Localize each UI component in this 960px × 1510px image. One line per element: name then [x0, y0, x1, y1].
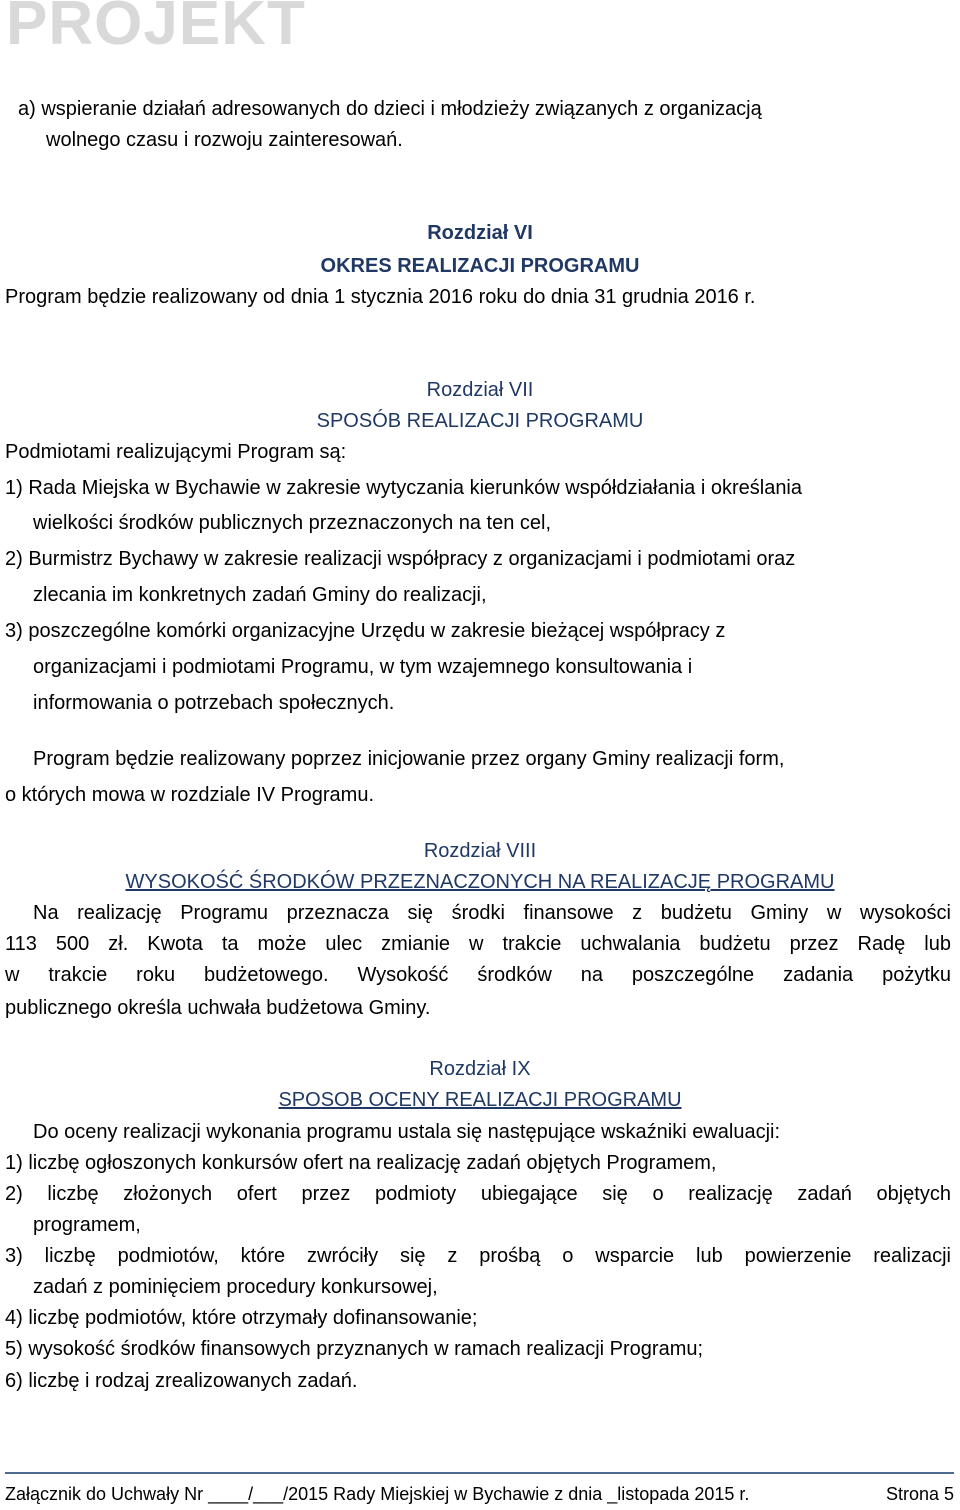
chapter-8-line: 113 500 zł. Kwota ta może ulec zmianie w trakcie uchwalania budżetu przez Radę lub — [5, 933, 951, 955]
chapter-6-text: Program będzie realizowany od dnia 1 stycznia 2016 roku do dnia 31 grudnia 2016 r. — [5, 286, 756, 308]
chapter-9-lead: Do oceny realizacji wykonania programu ustala się następujące wskaźniki ewaluacji: — [33, 1121, 781, 1143]
chapter-9-item: 5) wysokość środków finansowych przyznanych w ramach realizacji Programu; — [5, 1338, 704, 1360]
chapter-9-item: zadań z pominięciem procedury konkursowej, — [33, 1276, 438, 1298]
chapter-7-lead: Podmiotami realizującymi Program są: — [5, 441, 347, 463]
chapter-7-item: organizacjami i podmiotami Programu, w tym wzajemnego konsultowania i — [33, 656, 693, 678]
footer-page-number: Strona 5 — [885, 1484, 954, 1504]
chapter-7-para-2: o których mowa w rozdziale IV Programu. — [5, 784, 375, 806]
intro-line-1: a) wspieranie działań adresowanych do dzieci i młodzieży związanych z organizacją — [18, 98, 762, 120]
chapter-6-heading: OKRES REALIZACJI PROGRAMU — [320, 255, 640, 277]
chapter-7-heading: SPOSÓB REALIZACJI PROGRAMU — [316, 410, 644, 432]
chapter-8-line: Na realizację Programu przeznacza się środki finansowe z budżetu Gminy w wysokości — [33, 902, 951, 924]
watermark-text: PROJEKT — [6, 0, 306, 58]
chapter-7-item: 3) poszczególne komórki organizacyjne Urzędu w zakresie bieżącej współpracy z — [5, 620, 726, 642]
chapter-7-title: Rozdział VII — [426, 379, 534, 401]
footer-attachment-text: Załącznik do Uchwały Nr ____/___/2015 Rady Miejskiej w Bychawie z dnia _listopada 2015 r. — [5, 1484, 750, 1504]
chapter-8-title: Rozdział VIII — [423, 840, 537, 862]
chapter-7-item: wielkości środków publicznych przeznaczonych na ten cel, — [33, 512, 552, 534]
chapter-6-title: Rozdział VI — [427, 222, 533, 244]
intro-line-2: wolnego czasu i rozwoju zainteresowań. — [46, 129, 403, 151]
chapter-9-heading: SPOSOB OCENY REALIZACJI PROGRAMU — [278, 1089, 682, 1111]
chapter-8-heading: WYSOKOŚĆ ŚRODKÓW PRZEZNACZONYCH NA REALIZACJĘ PROGRAMU — [125, 871, 835, 893]
chapter-8-line: publicznego określa uchwała budżetowa Gminy. — [5, 997, 431, 1019]
chapter-7-item: 1) Rada Miejska w Bychawie w zakresie wytyczania kierunków współdziałania i określania — [5, 477, 803, 499]
chapter-9-item: programem, — [33, 1214, 141, 1236]
chapter-9-item: 6) liczbę i rodzaj zrealizowanych zadań. — [5, 1370, 358, 1392]
chapter-7-item: 2) Burmistrz Bychawy w zakresie realizacji współpracy z organizacjami i podmiotami oraz — [5, 548, 796, 570]
chapter-9-item: 3) liczbę podmiotów, które zwróciły się z prośbą o wsparcie lub powierzenie realizacji — [5, 1245, 951, 1267]
page-footer — [5, 1484, 954, 1508]
chapter-9-item: 2) liczbę złożonych ofert przez podmioty ubiegające się o realizację zadań objętych — [5, 1183, 951, 1205]
chapter-7-item: informowania o potrzebach społecznych. — [33, 692, 395, 714]
chapter-8-line: w trakcie roku budżetowego. Wysokość środków na poszczególne zadania pożytku — [5, 964, 951, 986]
chapter-7-para-1: Program będzie realizowany poprzez inicjowanie przez organy Gminy realizacji form, — [33, 748, 785, 770]
chapter-9-item: 1) liczbę ogłoszonych konkursów ofert na realizację zadań objętych Programem, — [5, 1152, 717, 1174]
chapter-9-title: Rozdział IX — [429, 1058, 531, 1080]
chapter-7-item: zlecania im konkretnych zadań Gminy do realizacji, — [33, 584, 487, 606]
footer-divider — [5, 1472, 954, 1474]
chapter-9-item: 4) liczbę podmiotów, które otrzymały dofinansowanie; — [5, 1307, 478, 1329]
